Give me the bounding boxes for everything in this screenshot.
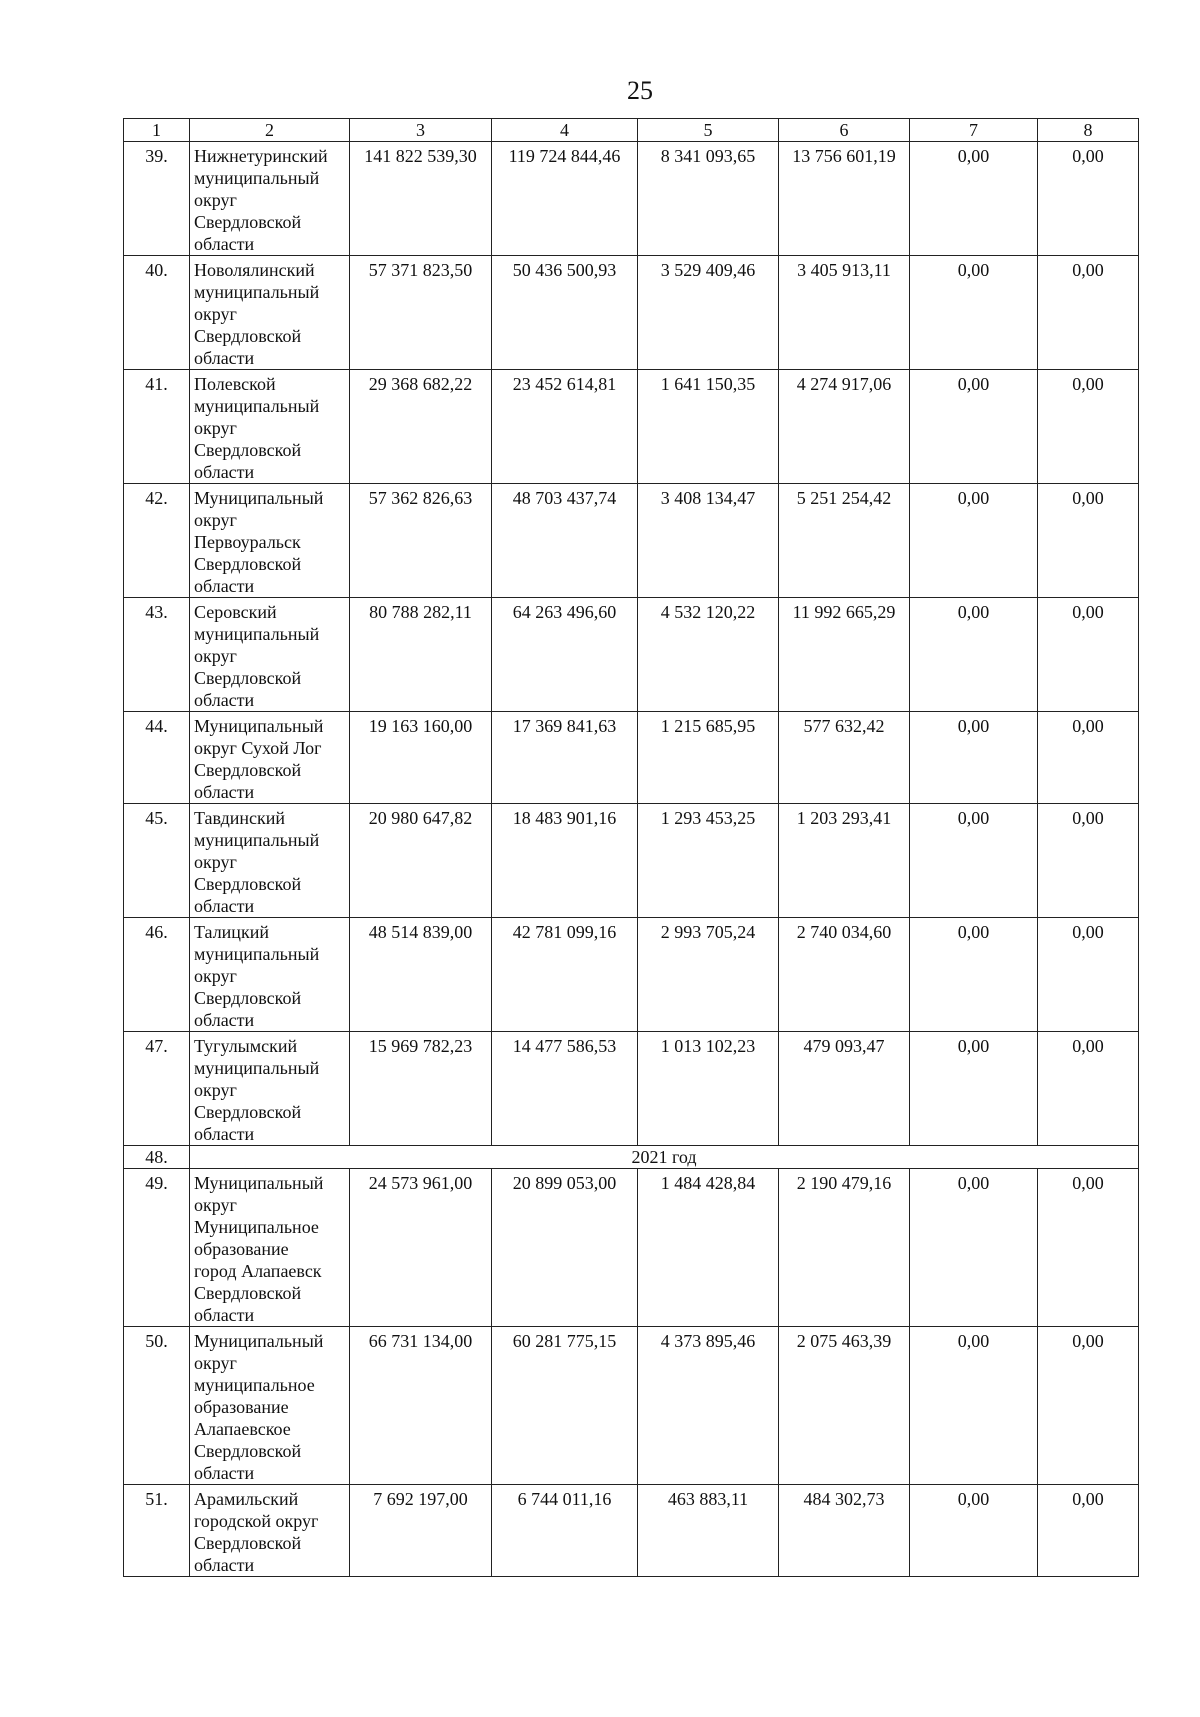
row-number: 42. [124,484,190,598]
municipality-name-line: муниципальный [194,1058,320,1078]
value-cell-c4: 48 703 437,74 [492,484,638,598]
value-cell-c4: 18 483 901,16 [492,804,638,918]
value-cell-c4: 42 781 099,16 [492,918,638,1032]
municipality-name-line: Тугулымский [194,1036,298,1056]
value-cell-c5: 4 373 895,46 [638,1327,779,1485]
municipality-name-line: округ Сухой Лог [194,738,322,758]
column-number: 4 [492,119,638,142]
value-cell-c8: 0,00 [1038,1169,1139,1327]
row-number: 45. [124,804,190,918]
value-cell-c3: 80 788 282,11 [350,598,492,712]
value-cell-c3: 57 362 826,63 [350,484,492,598]
municipality-name-line: области [194,576,255,596]
table-body [124,119,1139,1577]
value-cell-c7: 0,00 [910,1485,1038,1577]
year-row [124,1146,1139,1169]
municipality-name-line: Свердловской [194,212,302,232]
municipality-name-line: Серовский [194,602,277,622]
table-row [124,1485,1139,1577]
municipality-name-line: области [194,462,255,482]
municipality-name-line: муниципальный [194,396,320,416]
value-cell-c6: 4 274 917,06 [779,370,910,484]
value-cell-c8: 0,00 [1038,1032,1139,1146]
value-cell-c8: 0,00 [1038,484,1139,598]
municipality-name-line: области [194,1124,255,1144]
budget-table [123,118,1139,1577]
table-row [124,1169,1139,1327]
value-cell-c8: 0,00 [1038,1485,1139,1577]
value-cell-c3: 141 822 539,30 [350,142,492,256]
value-cell-c5: 463 883,11 [638,1485,779,1577]
table-row [124,918,1139,1032]
value-cell-c3: 20 980 647,82 [350,804,492,918]
municipality-name-line: Муниципальный [194,488,324,508]
value-cell-c8: 0,00 [1038,918,1139,1032]
value-cell-c5: 1 215 685,95 [638,712,779,804]
value-cell-c7: 0,00 [910,256,1038,370]
value-cell-c4: 50 436 500,93 [492,256,638,370]
municipality-name-line: городской округ [194,1511,319,1531]
municipality-name-line: округ [194,852,237,872]
municipality-name [190,1485,350,1577]
value-cell-c3: 24 573 961,00 [350,1169,492,1327]
value-cell-c8: 0,00 [1038,712,1139,804]
value-cell-c8: 0,00 [1038,804,1139,918]
municipality-name-line: области [194,348,255,368]
municipality-name-line: муниципальный [194,830,320,850]
column-number: 8 [1038,119,1139,142]
value-cell-c6: 484 302,73 [779,1485,910,1577]
municipality-name-line: Свердловской [194,668,302,688]
municipality-name-line: области [194,896,255,916]
table-row [124,484,1139,598]
value-cell-c3: 15 969 782,23 [350,1032,492,1146]
municipality-name [190,370,350,484]
municipality-name-line: муниципальное [194,1375,315,1395]
row-number: 50. [124,1327,190,1485]
year-label: 2021 год [190,1146,1139,1169]
table-row [124,804,1139,918]
value-cell-c5: 3 529 409,46 [638,256,779,370]
value-cell-c6: 13 756 601,19 [779,142,910,256]
municipality-name-line: Свердловской [194,1441,302,1461]
column-number: 3 [350,119,492,142]
value-cell-c5: 3 408 134,47 [638,484,779,598]
municipality-name-line: муниципальный [194,168,320,188]
row-number: 48. [124,1146,190,1169]
value-cell-c5: 1 293 453,25 [638,804,779,918]
value-cell-c5: 4 532 120,22 [638,598,779,712]
value-cell-c7: 0,00 [910,712,1038,804]
value-cell-c3: 29 368 682,22 [350,370,492,484]
value-cell-c4: 6 744 011,16 [492,1485,638,1577]
municipality-name-line: округ [194,190,237,210]
municipality-name-line: Нижнетуринский [194,146,328,166]
value-cell-c7: 0,00 [910,918,1038,1032]
municipality-name-line: Свердловской [194,874,302,894]
municipality-name-line: Муниципальный [194,1331,324,1351]
municipality-name-line: Свердловской [194,440,302,460]
municipality-name-line: округ [194,510,237,530]
municipality-name-line: Свердловской [194,1283,302,1303]
municipality-name-line: Свердловской [194,760,302,780]
column-number: 1 [124,119,190,142]
row-number: 43. [124,598,190,712]
value-cell-c6: 2 190 479,16 [779,1169,910,1327]
value-cell-c7: 0,00 [910,484,1038,598]
municipality-name-line: Тавдинский [194,808,286,828]
value-cell-c3: 7 692 197,00 [350,1485,492,1577]
table-row [124,370,1139,484]
municipality-name-line: округ [194,1080,237,1100]
municipality-name-line: Полевской [194,374,276,394]
municipality-name [190,918,350,1032]
value-cell-c8: 0,00 [1038,1327,1139,1485]
column-number: 6 [779,119,910,142]
value-cell-c6: 3 405 913,11 [779,256,910,370]
municipality-name-line: Свердловской [194,1102,302,1122]
row-number: 44. [124,712,190,804]
value-cell-c8: 0,00 [1038,256,1139,370]
municipality-name-line: Арамильский [194,1489,299,1509]
value-cell-c8: 0,00 [1038,142,1139,256]
municipality-name-line: образование [194,1397,289,1417]
municipality-name-line: город Алапаевск [194,1261,322,1281]
row-number: 39. [124,142,190,256]
municipality-name-line: области [194,1463,255,1483]
municipality-name-line: Свердловской [194,1533,302,1553]
value-cell-c6: 577 632,42 [779,712,910,804]
value-cell-c4: 23 452 614,81 [492,370,638,484]
value-cell-c8: 0,00 [1038,598,1139,712]
municipality-name-line: Муниципальный [194,1173,324,1193]
page-number: 25 [627,76,653,105]
municipality-name [190,598,350,712]
municipality-name-line: Алапаевское [194,1419,291,1439]
municipality-name-line: округ [194,646,237,666]
value-cell-c7: 0,00 [910,804,1038,918]
value-cell-c7: 0,00 [910,370,1038,484]
value-cell-c7: 0,00 [910,1169,1038,1327]
municipality-name [190,1169,350,1327]
value-cell-c4: 64 263 496,60 [492,598,638,712]
column-number-row [124,119,1139,142]
municipality-name-line: образование [194,1239,289,1259]
value-cell-c5: 1 484 428,84 [638,1169,779,1327]
value-cell-c6: 2 075 463,39 [779,1327,910,1485]
municipality-name-line: округ [194,966,237,986]
municipality-name-line: муниципальный [194,282,320,302]
value-cell-c8: 0,00 [1038,370,1139,484]
value-cell-c5: 2 993 705,24 [638,918,779,1032]
municipality-name [190,1032,350,1146]
value-cell-c4: 17 369 841,63 [492,712,638,804]
value-cell-c4: 20 899 053,00 [492,1169,638,1327]
value-cell-c6: 479 093,47 [779,1032,910,1146]
municipality-name-line: Свердловской [194,326,302,346]
municipality-name-line: Свердловской [194,554,302,574]
table-row [124,1032,1139,1146]
municipality-name-line: области [194,1555,255,1575]
municipality-name-line: Муниципальное [194,1217,319,1237]
municipality-name-line: муниципальный [194,624,320,644]
municipality-name-line: области [194,782,255,802]
municipality-name-line: Новолялинский [194,260,315,280]
value-cell-c3: 48 514 839,00 [350,918,492,1032]
row-number: 46. [124,918,190,1032]
value-cell-c7: 0,00 [910,598,1038,712]
value-cell-c3: 19 163 160,00 [350,712,492,804]
municipality-name-line: округ [194,304,237,324]
value-cell-c7: 0,00 [910,1032,1038,1146]
value-cell-c6: 1 203 293,41 [779,804,910,918]
value-cell-c6: 2 740 034,60 [779,918,910,1032]
value-cell-c4: 60 281 775,15 [492,1327,638,1485]
table-row [124,256,1139,370]
value-cell-c4: 119 724 844,46 [492,142,638,256]
row-number: 51. [124,1485,190,1577]
value-cell-c6: 5 251 254,42 [779,484,910,598]
value-cell-c7: 0,00 [910,142,1038,256]
value-cell-c5: 8 341 093,65 [638,142,779,256]
municipality-name-line: области [194,690,255,710]
municipality-name-line: Первоуральск [194,532,301,552]
municipality-name-line: округ [194,418,237,438]
value-cell-c5: 1 641 150,35 [638,370,779,484]
municipality-name [190,1327,350,1485]
table-row [124,1327,1139,1485]
table-row [124,142,1139,256]
municipality-name-line: области [194,1305,255,1325]
row-number: 47. [124,1032,190,1146]
municipality-name-line: Свердловской [194,988,302,1008]
value-cell-c7: 0,00 [910,1327,1038,1485]
value-cell-c5: 1 013 102,23 [638,1032,779,1146]
table-row [124,598,1139,712]
column-number: 2 [190,119,350,142]
municipality-name [190,484,350,598]
municipality-name-line: области [194,234,255,254]
value-cell-c6: 11 992 665,29 [779,598,910,712]
municipality-name-line: Талицкий [194,922,269,942]
municipality-name-line: муниципальный [194,944,320,964]
table-row [124,712,1139,804]
municipality-name-line: округ [194,1195,237,1215]
row-number: 49. [124,1169,190,1327]
value-cell-c3: 57 371 823,50 [350,256,492,370]
row-number: 41. [124,370,190,484]
municipality-name [190,142,350,256]
value-cell-c3: 66 731 134,00 [350,1327,492,1485]
row-number: 40. [124,256,190,370]
municipality-name [190,256,350,370]
column-number: 5 [638,119,779,142]
municipality-name-line: области [194,1010,255,1030]
value-cell-c4: 14 477 586,53 [492,1032,638,1146]
municipality-name-line: Муниципальный [194,716,324,736]
column-number: 7 [910,119,1038,142]
municipality-name [190,804,350,918]
municipality-name-line: округ [194,1353,237,1373]
municipality-name [190,712,350,804]
